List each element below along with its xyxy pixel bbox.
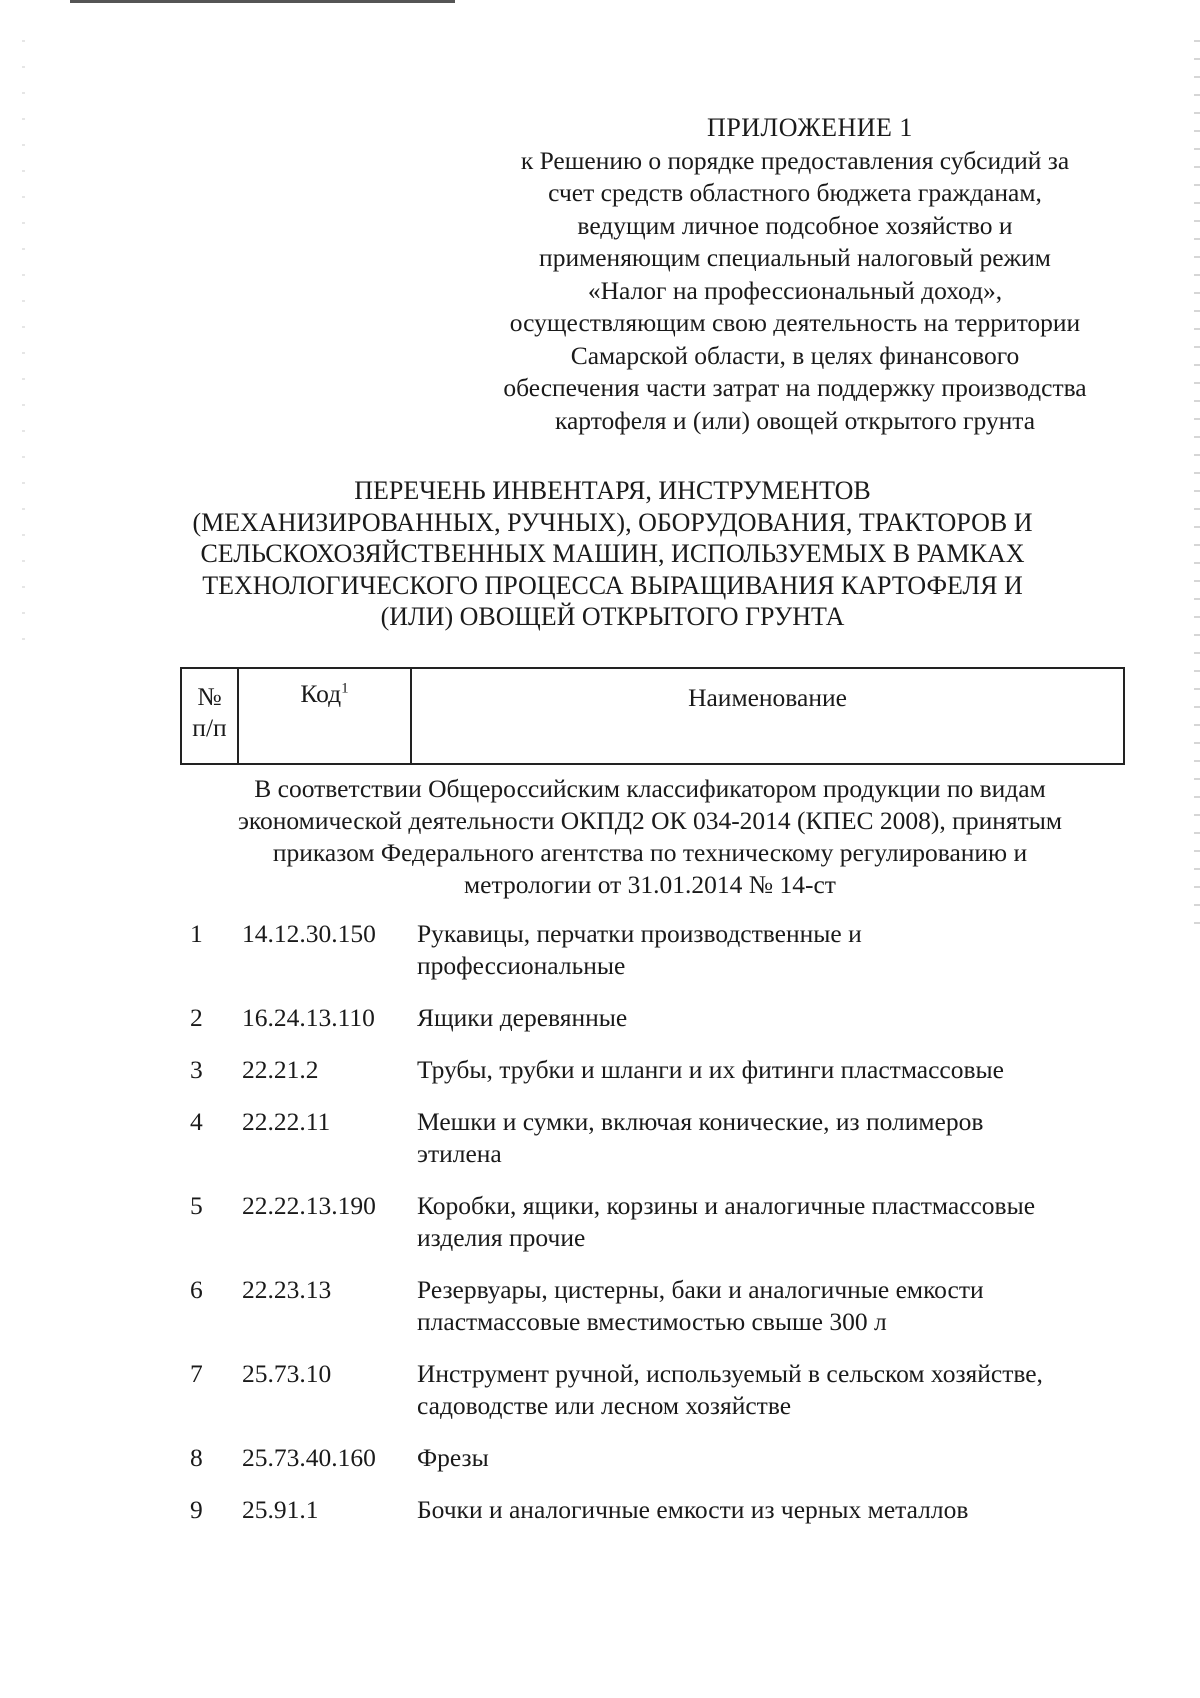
item-name bbox=[417, 1190, 1140, 1254]
item-number: 3 bbox=[190, 1055, 203, 1084]
scan-artifact-left-edge bbox=[22, 40, 25, 640]
appendix-line: «Налог на профессиональный доход», bbox=[587, 275, 1003, 305]
item-number: 6 bbox=[190, 1275, 203, 1304]
header-name-label: Наименование bbox=[688, 683, 847, 712]
item-name-line: Мешки и сумки, включая конические, из полимеров bbox=[417, 1107, 984, 1136]
list-item bbox=[190, 1442, 1140, 1474]
item-name-line: профессиональные bbox=[417, 951, 626, 980]
header-number-symbol: № bbox=[197, 682, 222, 711]
item-number: 9 bbox=[190, 1495, 203, 1524]
appendix-line: Самарской области, в целях финансового bbox=[570, 340, 1020, 370]
classifier-source-note bbox=[170, 773, 1130, 901]
document-title bbox=[150, 475, 1075, 633]
item-name-line: Бочки и аналогичные емкости из черных металлов bbox=[417, 1495, 969, 1524]
item-name-line: садоводстве или лесном хозяйстве bbox=[417, 1391, 792, 1420]
list-item bbox=[190, 1106, 1140, 1170]
item-number: 7 bbox=[190, 1359, 203, 1388]
title-line: (ИЛИ) ОВОЩЕЙ ОТКРЫТОГО ГРУНТА bbox=[380, 602, 845, 631]
list-item bbox=[190, 1494, 1140, 1526]
list-item bbox=[190, 1190, 1140, 1254]
item-name bbox=[417, 1494, 1140, 1526]
source-line: приказом Федерального агентства по техническому регулированию и bbox=[272, 838, 1028, 867]
item-code: 14.12.30.150 bbox=[242, 919, 376, 948]
appendix-line: счет средств областного бюджета гражданам, bbox=[548, 178, 1042, 207]
appendix-block bbox=[465, 112, 1125, 437]
item-number: 5 bbox=[190, 1191, 203, 1220]
item-code: 25.73.40.160 bbox=[242, 1443, 376, 1472]
appendix-heading: ПРИЛОЖЕНИЕ 1 bbox=[707, 113, 913, 142]
source-line: В соответствии Общероссийским классификатором продукции по видам bbox=[254, 774, 1046, 803]
list-item bbox=[190, 1002, 1140, 1034]
item-code: 25.91.1 bbox=[242, 1495, 319, 1524]
appendix-line: применяющим специальный налоговый режим bbox=[539, 243, 1051, 272]
header-code-label: Код bbox=[300, 679, 342, 708]
item-name-line: Инструмент ручной, используемый в сельском хозяйстве, bbox=[417, 1359, 1043, 1388]
title-line: СЕЛЬСКОХОЗЯЙСТВЕННЫХ МАШИН, ИСПОЛЬЗУЕМЫХ В РАМКАХ bbox=[200, 539, 1025, 568]
appendix-line: к Решению о порядке предоставления субсидий за bbox=[520, 145, 1070, 175]
appendix-line: ведущим личное подсобное хозяйство и bbox=[577, 210, 1013, 240]
item-code: 22.22.11 bbox=[242, 1107, 331, 1136]
header-cell-code bbox=[238, 668, 411, 764]
item-name-line: этилена bbox=[417, 1139, 502, 1168]
title-line: (МЕХАНИЗИРОВАННЫХ, РУЧНЫХ), ОБОРУДОВАНИЯ, ТРАКТОРОВ И bbox=[192, 507, 1033, 537]
appendix-line: осуществляющим свою деятельность на территории bbox=[509, 308, 1081, 337]
item-code: 16.24.13.110 bbox=[242, 1003, 375, 1032]
item-number: 4 bbox=[190, 1107, 203, 1136]
item-name bbox=[417, 1274, 1140, 1338]
list-item bbox=[190, 1054, 1140, 1086]
item-name-line: Коробки, ящики, корзины и аналогичные пластмассовые bbox=[417, 1191, 1036, 1220]
title-line: ПЕРЕЧЕНЬ ИНВЕНТАРЯ, ИНСТРУМЕНТОВ bbox=[354, 476, 871, 505]
item-code: 22.21.2 bbox=[242, 1055, 319, 1084]
table-header bbox=[180, 667, 1125, 765]
item-number: 2 bbox=[190, 1003, 203, 1032]
list-item bbox=[190, 1274, 1140, 1338]
item-code: 22.22.13.190 bbox=[242, 1191, 376, 1220]
item-code: 25.73.10 bbox=[242, 1359, 332, 1388]
scan-artifact-right-edge bbox=[1194, 40, 1200, 940]
appendix-line: обеспечения части затрат на поддержку производства bbox=[503, 373, 1087, 402]
header-cell-number bbox=[181, 668, 238, 764]
item-name bbox=[417, 1054, 1140, 1086]
table-header-row bbox=[181, 668, 1124, 764]
item-name-line: Рукавицы, перчатки производственные и bbox=[417, 919, 862, 948]
source-line: экономической деятельности ОКПД2 ОК 034-2014 (КПЕС 2008), принятым bbox=[237, 806, 1063, 835]
item-name-line: Фрезы bbox=[417, 1443, 489, 1472]
item-name bbox=[417, 1358, 1140, 1422]
items-list bbox=[190, 918, 1140, 1526]
item-name-line: пластмассовые вместимостью свыше 300 л bbox=[417, 1307, 887, 1336]
item-name bbox=[417, 1106, 1140, 1170]
appendix-line: картофеля и (или) овощей открытого грунта bbox=[554, 405, 1036, 435]
header-code-footnote: 1 bbox=[341, 680, 349, 697]
list-item bbox=[190, 918, 1140, 982]
item-name-line: Резервуары, цистерны, баки и аналогичные емкости bbox=[417, 1275, 984, 1304]
item-code: 22.23.13 bbox=[242, 1275, 332, 1304]
scan-artifact-top-line bbox=[70, 0, 455, 3]
item-name-line: Трубы, трубки и шланги и их фитинги пластмассовые bbox=[417, 1055, 1004, 1084]
header-number-abbr: п/п bbox=[192, 713, 227, 742]
source-line: метрологии от 31.01.2014 № 14-ст bbox=[464, 870, 836, 899]
item-number: 1 bbox=[190, 919, 203, 948]
item-name bbox=[417, 918, 1140, 982]
item-name bbox=[417, 1002, 1140, 1034]
item-name bbox=[417, 1442, 1140, 1474]
item-name-line: изделия прочие bbox=[417, 1223, 586, 1252]
title-line: ТЕХНОЛОГИЧЕСКОГО ПРОЦЕССА ВЫРАЩИВАНИЯ КАРТОФЕЛЯ И bbox=[202, 570, 1023, 600]
list-item bbox=[190, 1358, 1140, 1422]
item-name-line: Ящики деревянные bbox=[417, 1003, 628, 1032]
item-number: 8 bbox=[190, 1443, 203, 1472]
header-cell-name bbox=[411, 668, 1124, 764]
